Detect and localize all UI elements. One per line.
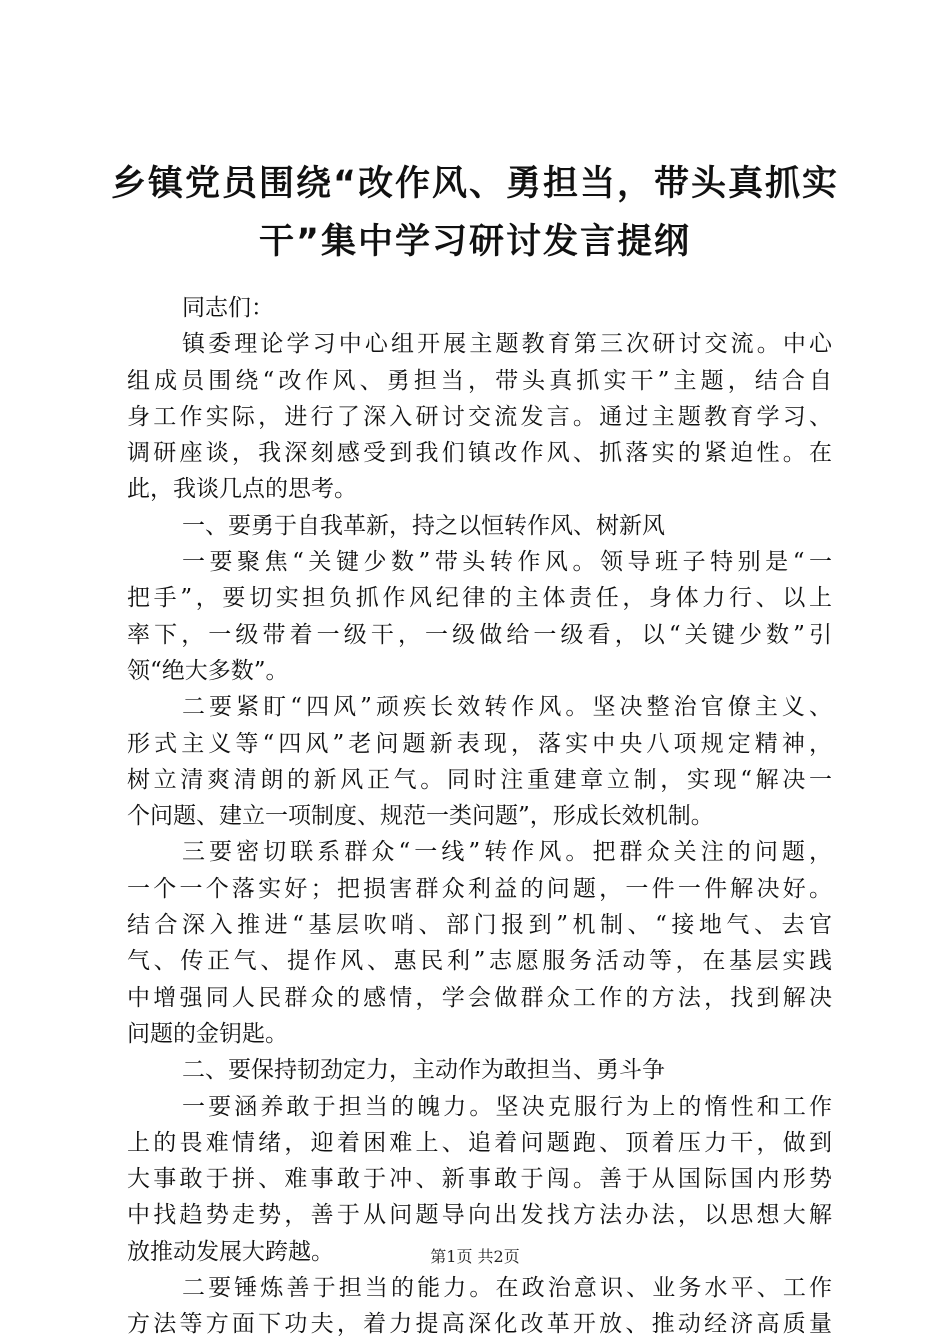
document-body (127, 290, 832, 1343)
section-heading: 一、要勇于自我革新，持之以恒转作风、树新风 (182, 512, 665, 539)
body-line: 三要密切联系群众“一线”转作风。把群众关注的问题， (182, 839, 832, 866)
body-line: 方法等方面下功夫，着力提高深化改革开放、推动经济高质量 (127, 1311, 832, 1338)
body-line: 一个一个落实好；把损害群众利益的问题，一件一件解决好。 (127, 875, 832, 902)
body-line: 二要锤炼善于担当的能力。在政治意识、业务水平、工作 (182, 1275, 832, 1302)
body-line: 结合深入推进“基层吹哨、部门报到”机制、“接地气、去官 (127, 912, 832, 939)
body-line: 率下，一级带着一级干，一级做给一级看，以“关键少数”引 (127, 621, 832, 648)
body-line: 组成员围绕“改作风、勇担当，带头真抓实干”主题，结合自 (127, 367, 832, 394)
body-line: 个问题、建立一项制度、规范一类问题”，形成长效机制。 (127, 803, 714, 830)
document-title-line-2: 干”集中学习研讨发言提纲 (258, 222, 691, 262)
page-footer: 第1页 共2页 (430, 1247, 520, 1266)
body-line: 一要涵养敢于担当的魄力。坚决克服行为上的惰性和工作 (182, 1093, 832, 1120)
body-line: 中增强同人民群众的感情，学会做群众工作的方法，找到解决 (127, 984, 832, 1011)
body-line: 镇委理论学习中心组开展主题教育第三次研讨交流。中心 (182, 331, 832, 358)
body-line: 把手”，要切实担负抓作风纪律的主体责任，身体力行、以上 (127, 585, 832, 612)
body-line: 一要聚焦“关键少数”带头转作风。领导班子特别是“一 (182, 549, 832, 576)
body-line: 大事敢于拼、难事敢于冲、新事敢于闯。善于从国际国内形势 (127, 1166, 832, 1193)
section-heading: 二、要保持韧劲定力，主动作为敢担当、勇斗争 (182, 1057, 665, 1084)
body-line: 问题的金钥匙。 (127, 1020, 288, 1047)
body-line: 形式主义等“四风”老问题新表现，落实中央八项规定精神， (127, 730, 832, 757)
document-title-line-1: 乡镇党员围绕“改作风、勇担当，带头真抓实 (110, 164, 839, 204)
body-line: 调研座谈，我深刻感受到我们镇改作风、抓落实的紧迫性。在 (127, 440, 832, 467)
body-line: 上的畏难情绪，迎着困难上、追着问题跑、顶着压力干，做到 (127, 1129, 832, 1156)
body-line: 中找趋势走势，善于从问题导向出发找方法办法，以思想大解 (127, 1202, 832, 1229)
body-line: 气、传正气、提作风、惠民利”志愿服务活动等，在基层实践 (127, 948, 832, 975)
body-line: 身工作实际，进行了深入研讨交流发言。通过主题教育学习、 (127, 403, 832, 430)
body-line: 领“绝大多数”。 (127, 657, 289, 684)
body-line: 放推动发展大跨越。 (127, 1238, 334, 1265)
body-line: 树立清爽清朗的新风正气。同时注重建章立制，实现“解决一 (127, 766, 832, 793)
salutation: 同志们： (182, 295, 274, 321)
body-line: 此，我谈几点的思考。 (127, 476, 357, 503)
body-line: 二要紧盯“四风”顽疾长效转作风。坚决整治官僚主义、 (182, 694, 832, 721)
